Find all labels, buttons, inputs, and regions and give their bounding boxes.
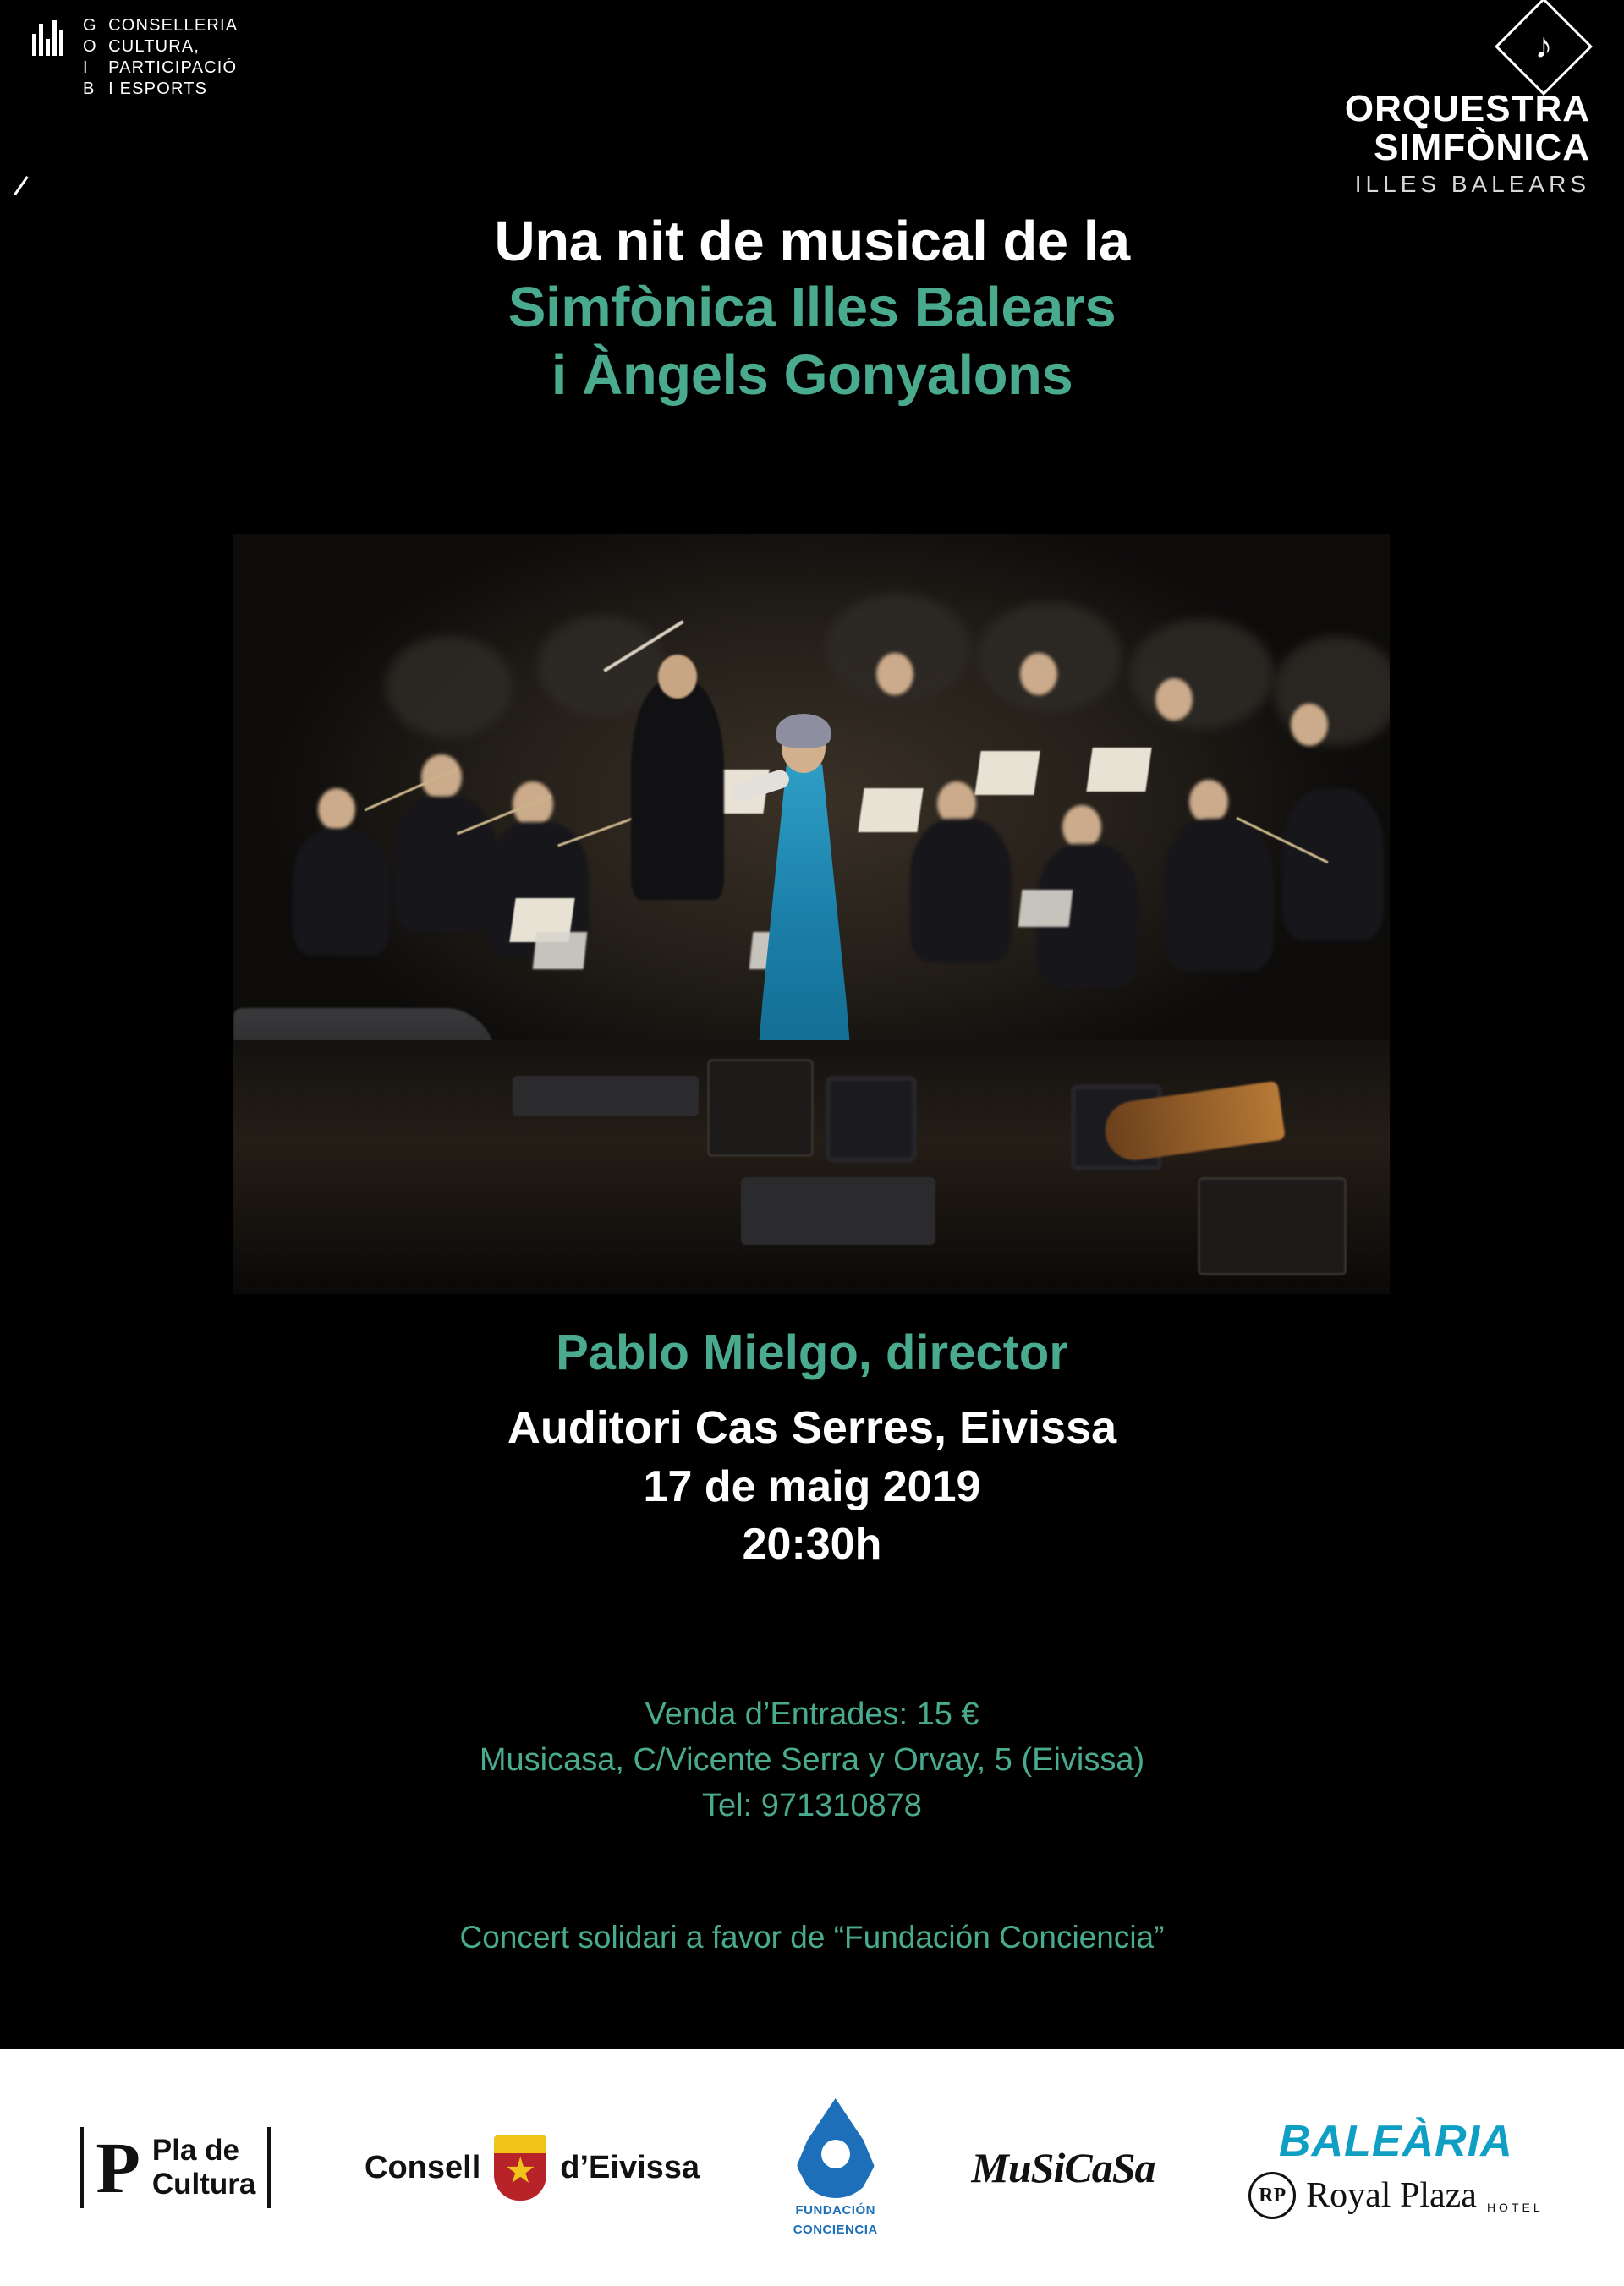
poster-credits — [0, 1321, 1624, 1573]
event-time: 20:30h — [742, 1520, 882, 1569]
govern-bars-icon — [32, 17, 71, 56]
govern-letter-g: G — [83, 16, 97, 35]
sponsor-fundacion-conciencia — [793, 2098, 878, 2237]
musicasa-wordmark: MuSiCaSa — [971, 2144, 1155, 2191]
govern-letter-i: I — [83, 58, 89, 77]
eivissa-word: d’Eivissa — [560, 2149, 700, 2185]
title-line-1: Una nit de musical de la — [494, 210, 1130, 273]
royal-plaza-monogram-icon: RP — [1248, 2172, 1296, 2219]
ticket-information — [0, 1691, 1624, 1828]
sponsor-footer — [0, 2049, 1624, 2286]
title-line-2: Simfònica Illes Balears — [508, 276, 1116, 339]
sponsor-balearia-royal-plaza — [1248, 2116, 1543, 2219]
venue-name: Auditori Cas Serres, Eivissa — [507, 1402, 1117, 1453]
sponsor-consell-eivissa — [365, 2135, 700, 2201]
conciencia-caption-1: FUNDACIÓN — [795, 2203, 875, 2217]
govern-word-1: CONSELLERIA — [108, 16, 239, 35]
event-date: 17 de maig 2019 — [643, 1462, 981, 1511]
concert-photo — [233, 534, 1390, 1294]
govern-word-3: PARTICIPACIÓ — [108, 58, 238, 77]
consell-word: Consell — [365, 2149, 481, 2185]
photo-conductor — [631, 680, 724, 900]
sponsor-pla-de-cultura — [80, 2127, 271, 2208]
ticket-phone: Tel: 971310878 — [702, 1788, 922, 1823]
osib-name-line2: SIMFÒNICA — [1374, 127, 1590, 168]
royal-plaza-subtitle: HOTEL — [1486, 2201, 1544, 2214]
osib-name-line1: ORQUESTRA — [1344, 88, 1590, 129]
govern-illes-balears-logo — [32, 15, 238, 100]
solidarity-note: Concert solidari a favor de “Fundación Conciencia” — [459, 1920, 1165, 1954]
eivissa-shield-icon — [494, 2135, 546, 2201]
royal-plaza-name: Royal Plaza — [1306, 2176, 1477, 2215]
poster-header — [0, 0, 1624, 211]
govern-word-2: CULTURA, — [108, 37, 200, 56]
director-name: Pablo Mielgo, director — [556, 1325, 1068, 1380]
sponsor-musicasa — [971, 2143, 1155, 2192]
osib-subtitle: ILLES BALEARS — [1354, 171, 1590, 197]
poster-title-block — [0, 210, 1624, 409]
govern-acronym — [83, 15, 96, 100]
pla-de-cultura-line2: Cultura — [151, 2168, 256, 2201]
orquestra-simfonica-logo — [1345, 7, 1590, 198]
govern-letter-o: O — [83, 37, 97, 56]
osib-diamond-icon — [1495, 0, 1593, 96]
govern-word-4: I ESPORTS — [108, 79, 208, 98]
govern-slash-icon — [14, 176, 28, 195]
govern-letter-b: B — [83, 79, 95, 98]
title-line-3: i Àngels Gonyalons — [551, 343, 1073, 407]
osib-note-glyph: ♪ — [1534, 26, 1553, 66]
conciencia-drop-icon — [797, 2098, 875, 2198]
ticket-price: Venda d’Entrades: 15 € — [645, 1697, 979, 1732]
pla-de-cultura-line1: Pla de — [151, 2134, 239, 2167]
conciencia-caption-2: CONCIENCIA — [793, 2223, 878, 2237]
govern-department-name — [108, 15, 238, 100]
pla-de-cultura-mark: P — [96, 2127, 140, 2208]
photo-orchestra-figures — [233, 534, 1390, 1294]
ticket-outlet-address: Musicasa, C/Vicente Serra y Orvay, 5 (Eivissa) — [479, 1742, 1145, 1778]
balearia-wordmark: BALEÀRIA — [1279, 2117, 1513, 2166]
